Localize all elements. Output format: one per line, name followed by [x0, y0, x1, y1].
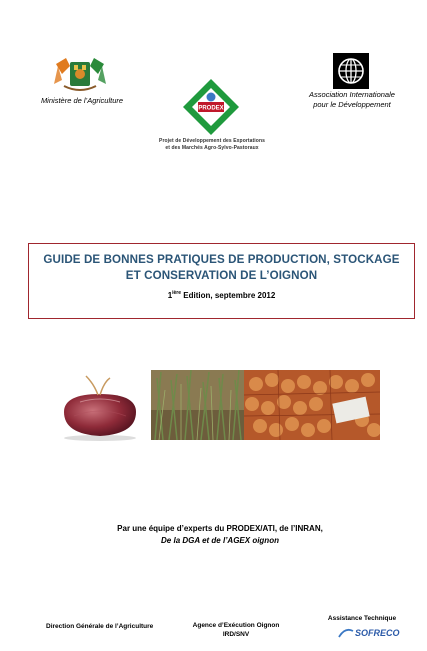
title-box	[28, 243, 415, 319]
edition-number: 1	[167, 291, 173, 300]
prodex-logo-text: PRODEX	[198, 105, 224, 112]
world-bank-logo-icon	[333, 53, 369, 89]
ida-label-line2: pour le Développement	[313, 99, 391, 109]
footer-agex-line1: Agence d’Exécution Oignon	[192, 622, 280, 629]
footer-dga: Direction Générale de l’Agriculture	[46, 623, 154, 630]
authors-line2: De la DGA et de l’AGEX oignon	[161, 535, 279, 545]
prodex-caption-line1: Projet de Développement des Exportations	[159, 138, 265, 144]
sofreco-logo-text: SOFRECO	[355, 628, 400, 638]
edition-superscript: ière	[172, 290, 182, 296]
document-title-line2: ET CONSERVATION DE L’OIGNON	[125, 269, 318, 282]
authors-line1: Par une équipe d’experts du PRODEX/ATI, de l’INRAN,	[117, 524, 323, 533]
ida-label	[304, 90, 400, 109]
ida-label-line1: Association Internationale	[309, 90, 395, 99]
sofreco-logo-icon	[337, 625, 407, 639]
onion-bags-photo	[244, 370, 380, 440]
edition-label	[29, 290, 414, 300]
document-title	[29, 252, 414, 284]
prodex-logo-icon	[182, 78, 240, 136]
edition-text: Edition, septembre 2012	[181, 291, 276, 300]
footer-agex	[186, 621, 286, 639]
prodex-caption	[150, 138, 274, 152]
authors-block	[60, 523, 380, 546]
prodex-caption-line2: et des Marchés Agro-Sylvo-Pastoraux	[165, 145, 259, 151]
niger-coat-of-arms-icon	[52, 54, 108, 94]
footer-assistance-label: Assistance Technique	[327, 615, 397, 622]
document-title-line1: GUIDE DE BONNES PRATIQUES DE PRODUCTION, STOCKAGE	[43, 253, 400, 266]
red-onion-photo	[50, 372, 150, 442]
footer-agex-line2: IRD/SNV	[222, 631, 250, 638]
onion-field-photo	[151, 370, 244, 440]
ministry-label: Ministère de l’Agriculture	[40, 96, 124, 105]
